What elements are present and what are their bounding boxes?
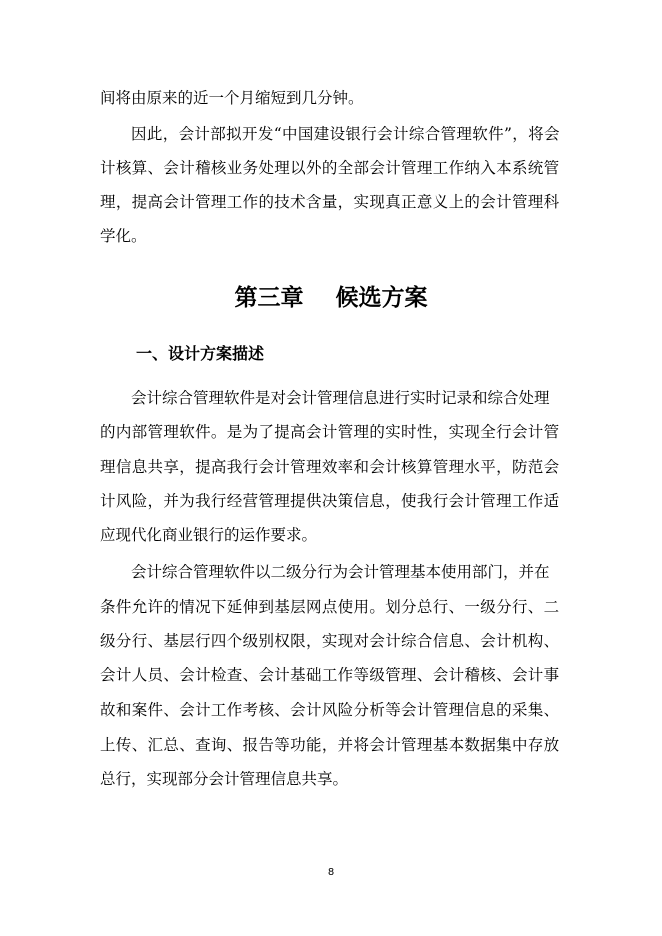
text-line: 应现代化商业银行的运作要求。	[100, 526, 318, 544]
text-line: 会计人员、会计检查、会计基础工作等级管理、会计稽核、会计事	[100, 666, 560, 684]
text-line: 计风险，并为我行经营管理提供决策信息，使我行会计管理工作适	[100, 492, 560, 510]
text-line: 条件允许的情况下延伸到基层网点使用。划分总行、一级分行、二	[100, 598, 560, 616]
text-line: 会计综合管理软件是对会计管理信息进行实时记录和综合处理	[131, 389, 550, 407]
text-line: 计核算、会计稽核业务处理以外的全部会计管理工作纳入本系统管	[100, 159, 560, 177]
text-line: 理，提高会计管理工作的技术含量，实现真正意义上的会计管理科	[100, 193, 560, 211]
page-number: 8	[327, 867, 335, 878]
text-line: 总行，实现部分会计管理信息共享。	[100, 770, 349, 788]
chapter-title: 第三章 候选方案	[234, 285, 428, 311]
text-line: 间将由原来的近一个月缩短到几分钟。	[100, 89, 364, 107]
text-line: 因此，会计部拟开发“中国建设银行会计综合管理软件”，将会	[131, 125, 560, 143]
text-line: 会计综合管理软件以二级分行为会计管理基本使用部门，并在	[131, 563, 550, 581]
text-line: 学化。	[100, 227, 147, 245]
text-line: 级分行、基层行四个级别权限，实现对会计综合信息、会计机构、	[100, 632, 560, 650]
section-title: 一、设计方案描述	[136, 344, 265, 363]
text-line: 的内部管理软件。是为了提高会计管理的实时性，实现全行会计管	[100, 423, 560, 441]
text-line: 故和案件、会计工作考核、会计风险分析等会计管理信息的采集、	[100, 701, 560, 719]
text-line: 理信息共享，提高我行会计管理效率和会计核算管理水平，防范会	[100, 458, 560, 476]
text-line: 上传、汇总、查询、报告等功能，并将会计管理基本数据集中存放	[100, 736, 560, 754]
